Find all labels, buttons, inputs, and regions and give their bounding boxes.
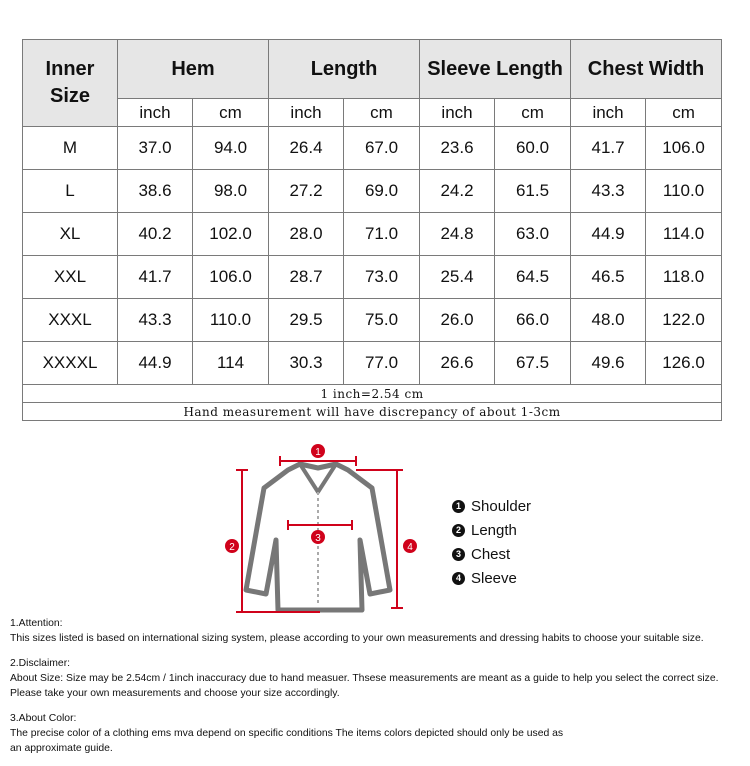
inner-size-header [23,40,118,127]
table-cell: 44.9 [571,213,646,256]
legend-label: Shoulder [471,497,532,515]
table-cell: 114 [193,342,269,385]
size-label: XXXL [23,299,118,342]
table-cell: 60.0 [495,127,571,170]
table-cell: 75.0 [344,299,420,342]
table-cell: 24.2 [420,170,495,213]
unit-cell: inch [269,99,344,127]
attention-note [10,616,745,646]
table-row [23,170,722,213]
size-label: XXXXL [23,342,118,385]
legend-number: 3 [452,548,465,561]
table-cell: 106.0 [646,127,722,170]
table-cell: 29.5 [269,299,344,342]
legend-number: 4 [452,572,465,585]
table-row [23,213,722,256]
table-cell: 27.2 [269,170,344,213]
table-row [23,127,722,170]
conversion-note: 1 inch=2.54 cm [23,385,722,403]
attention-title: 1.Attention: [10,618,63,629]
table-cell: 49.6 [571,342,646,385]
table-cell: 69.0 [344,170,420,213]
notes-section [10,616,745,766]
table-cell: 40.2 [118,213,193,256]
table-cell: 37.0 [118,127,193,170]
unit-cell: inch [420,99,495,127]
table-cell: 126.0 [646,342,722,385]
table-cell: 98.0 [193,170,269,213]
chest-width-header: Chest Width [571,40,722,99]
table-cell: 41.7 [118,256,193,299]
unit-cell: inch [118,99,193,127]
length-header: Length [269,40,420,99]
table-cell: 23.6 [420,127,495,170]
table-row [23,299,722,342]
attention-text: This sizes listed is based on international sizing system, please according to your own measurements and dressing habits to choose your suitable size. [10,633,704,644]
table-cell: 122.0 [646,299,722,342]
legend-item-length [452,518,531,542]
marker-4: 4 [407,542,413,553]
table-cell: 63.0 [495,213,571,256]
legend-label: Sleeve [471,569,517,587]
conversion-row [23,385,722,403]
unit-cell: cm [193,99,269,127]
marker-2: 2 [229,542,235,553]
legend-label: Length [471,521,517,539]
table-cell: 28.0 [269,213,344,256]
table-cell: 38.6 [118,170,193,213]
table-cell: 46.5 [571,256,646,299]
table-cell: 102.0 [193,213,269,256]
inner-size-line1: Inner [45,58,95,80]
color-text-2: an approximate guide. [10,743,113,754]
disclaimer-title: 2.Disclaimer: [10,658,71,669]
sleeve-length-header: Sleeve Length [420,40,571,99]
table-cell: 118.0 [646,256,722,299]
disclaimer-text-2: Please take your own measurements and choose your size accordingly. [10,688,340,699]
legend-item-chest [452,542,531,566]
table-cell: 24.8 [420,213,495,256]
legend-label: Chest [471,545,511,563]
table-cell: 67.5 [495,342,571,385]
discrepancy-row [23,403,722,421]
color-text-1: The precise color of a clothing ems mva depend on specific conditions The items colors depicted should only be used as [10,728,564,739]
legend-item-sleeve [452,566,531,590]
hem-header: Hem [118,40,269,99]
measurement-legend [452,494,531,590]
size-label: L [23,170,118,213]
unit-cell: inch [571,99,646,127]
discrepancy-note: Hand measurement will have discrepancy of about 1-3cm [23,403,722,421]
unit-cell: cm [344,99,420,127]
color-title: 3.About Color: [10,713,77,724]
table-row [23,256,722,299]
disclaimer-text-1: About Size: Size may be 2.54cm / 1inch inaccuracy due to hand measuer. Thsese measurements are meant as a guide to help you select the correct size. [10,673,719,684]
table-cell: 61.5 [495,170,571,213]
shirt-measurement-diagram [0,440,750,620]
unit-cell: cm [646,99,722,127]
size-chart-table [22,39,722,421]
table-cell: 44.9 [118,342,193,385]
table-cell: 28.7 [269,256,344,299]
inner-size-line2: Size [49,85,91,107]
size-label: M [23,127,118,170]
table-cell: 106.0 [193,256,269,299]
table-cell: 110.0 [193,299,269,342]
size-label: XL [23,213,118,256]
table-cell: 114.0 [646,213,722,256]
table-cell: 43.3 [118,299,193,342]
table-cell: 67.0 [344,127,420,170]
size-label: XXL [23,256,118,299]
table-cell: 25.4 [420,256,495,299]
table-cell: 71.0 [344,213,420,256]
legend-number: 2 [452,524,465,537]
marker-1: 1 [315,447,321,458]
table-cell: 30.3 [269,342,344,385]
table-cell: 110.0 [646,170,722,213]
legend-number: 1 [452,500,465,513]
table-cell: 41.7 [571,127,646,170]
table-cell: 43.3 [571,170,646,213]
unit-row [23,99,722,127]
table-cell: 64.5 [495,256,571,299]
color-note [10,711,745,756]
table-cell: 26.4 [269,127,344,170]
marker-3: 3 [315,533,321,544]
legend-item-shoulder [452,494,531,518]
table-cell: 66.0 [495,299,571,342]
table-cell: 77.0 [344,342,420,385]
unit-cell: cm [495,99,571,127]
table-row [23,342,722,385]
table-cell: 94.0 [193,127,269,170]
header-row [23,40,722,99]
table-cell: 73.0 [344,256,420,299]
table-cell: 26.6 [420,342,495,385]
table-cell: 26.0 [420,299,495,342]
disclaimer-note [10,656,745,701]
table-cell: 48.0 [571,299,646,342]
